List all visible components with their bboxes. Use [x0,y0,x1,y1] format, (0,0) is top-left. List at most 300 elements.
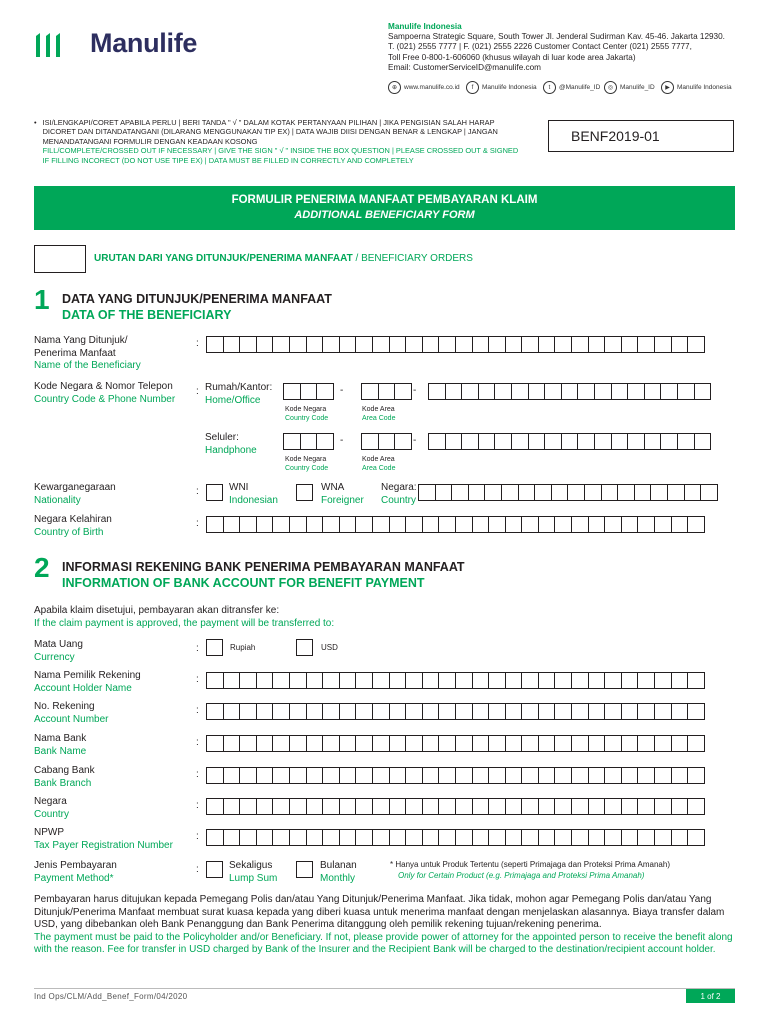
character-box[interactable] [223,798,241,815]
character-box[interactable] [687,798,705,815]
character-box[interactable] [637,703,655,720]
character-box[interactable] [405,798,423,815]
character-box[interactable] [494,433,512,450]
character-box[interactable] [554,516,572,533]
character-box[interactable] [667,484,685,501]
character-box[interactable] [687,703,705,720]
character-box[interactable] [272,672,290,689]
character-box[interactable] [534,484,552,501]
character-box[interactable] [438,516,456,533]
usd-checkbox[interactable] [296,639,313,656]
character-box[interactable] [571,829,589,846]
character-box[interactable] [283,383,301,400]
character-box[interactable] [355,703,373,720]
character-box[interactable] [637,516,655,533]
character-box[interactable] [660,383,678,400]
character-box[interactable] [389,798,407,815]
character-box[interactable] [272,829,290,846]
character-box[interactable] [355,672,373,689]
bank-country-boxes[interactable] [206,798,704,815]
character-box[interactable] [654,703,672,720]
character-box[interactable] [283,433,301,450]
character-box[interactable] [239,336,257,353]
character-box[interactable] [445,383,463,400]
character-box[interactable] [472,672,490,689]
character-box[interactable] [461,433,479,450]
character-box[interactable] [306,703,324,720]
character-box[interactable] [438,703,456,720]
character-box[interactable] [306,798,324,815]
character-box[interactable] [621,516,639,533]
beneficiary-order-input[interactable] [34,245,86,273]
account-number-boxes[interactable] [206,703,704,720]
character-box[interactable] [544,383,562,400]
character-box[interactable] [289,672,307,689]
character-box[interactable] [405,336,423,353]
character-box[interactable] [627,433,645,450]
character-box[interactable] [355,829,373,846]
character-box[interactable] [394,383,412,400]
character-box[interactable] [372,672,390,689]
character-box[interactable] [239,829,257,846]
character-box[interactable] [289,336,307,353]
character-box[interactable] [355,767,373,784]
character-box[interactable] [694,383,712,400]
character-box[interactable] [272,767,290,784]
social-instagram[interactable] [604,81,655,94]
character-box[interactable] [372,798,390,815]
character-box[interactable] [571,767,589,784]
character-box[interactable] [422,672,440,689]
character-box[interactable] [206,672,224,689]
character-box[interactable] [637,767,655,784]
social-website[interactable] [388,81,460,94]
cell-country-code-boxes[interactable] [283,433,333,450]
character-box[interactable] [671,798,689,815]
character-box[interactable] [588,735,606,752]
character-box[interactable] [256,516,274,533]
character-box[interactable] [644,383,662,400]
character-box[interactable] [378,433,396,450]
character-box[interactable] [389,735,407,752]
character-box[interactable] [422,767,440,784]
social-facebook[interactable] [466,81,537,94]
character-box[interactable] [455,516,473,533]
character-box[interactable] [478,383,496,400]
character-box[interactable] [567,484,585,501]
character-box[interactable] [322,703,340,720]
character-box[interactable] [455,672,473,689]
character-box[interactable] [272,703,290,720]
character-box[interactable] [451,484,469,501]
lump-sum-checkbox[interactable] [206,861,223,878]
character-box[interactable] [538,703,556,720]
character-box[interactable] [571,703,589,720]
character-box[interactable] [594,433,612,450]
character-box[interactable] [571,798,589,815]
character-box[interactable] [256,767,274,784]
character-box[interactable] [405,516,423,533]
character-box[interactable] [239,703,257,720]
character-box[interactable] [660,433,678,450]
character-box[interactable] [588,672,606,689]
character-box[interactable] [571,672,589,689]
character-box[interactable] [438,735,456,752]
character-box[interactable] [488,798,506,815]
character-box[interactable] [538,798,556,815]
character-box[interactable] [372,516,390,533]
character-box[interactable] [604,336,622,353]
character-box[interactable] [306,516,324,533]
character-box[interactable] [339,829,357,846]
wna-checkbox[interactable] [296,484,313,501]
character-box[interactable] [361,383,379,400]
character-box[interactable] [677,383,695,400]
social-twitter[interactable] [543,81,600,94]
character-box[interactable] [644,433,662,450]
character-box[interactable] [438,336,456,353]
character-box[interactable] [621,336,639,353]
character-box[interactable] [621,672,639,689]
cell-area-code-boxes[interactable] [361,433,411,450]
character-box[interactable] [511,433,529,450]
character-box[interactable] [488,336,506,353]
wni-checkbox[interactable] [206,484,223,501]
character-box[interactable] [501,484,519,501]
character-box[interactable] [604,703,622,720]
character-box[interactable] [637,798,655,815]
character-box[interactable] [671,735,689,752]
character-box[interactable] [223,336,241,353]
character-box[interactable] [239,672,257,689]
character-box[interactable] [521,798,539,815]
character-box[interactable] [339,767,357,784]
character-box[interactable] [455,336,473,353]
character-box[interactable] [654,672,672,689]
character-box[interactable] [339,336,357,353]
character-box[interactable] [554,829,572,846]
character-box[interactable] [505,798,523,815]
character-box[interactable] [306,735,324,752]
character-box[interactable] [389,336,407,353]
character-box[interactable] [428,383,446,400]
character-box[interactable] [677,433,695,450]
character-box[interactable] [455,735,473,752]
beneficiary-name-boxes[interactable] [206,336,704,353]
character-box[interactable] [422,798,440,815]
cell-phone-boxes[interactable] [428,433,710,450]
character-box[interactable] [472,735,490,752]
character-box[interactable] [538,735,556,752]
character-box[interactable] [468,484,486,501]
character-box[interactable] [445,433,463,450]
character-box[interactable] [438,767,456,784]
character-box[interactable] [239,767,257,784]
character-box[interactable] [604,672,622,689]
character-box[interactable] [472,798,490,815]
character-box[interactable] [289,829,307,846]
character-box[interactable] [322,672,340,689]
character-box[interactable] [700,484,718,501]
character-box[interactable] [634,484,652,501]
character-box[interactable] [611,383,629,400]
character-box[interactable] [289,798,307,815]
character-box[interactable] [339,735,357,752]
character-box[interactable] [223,516,241,533]
character-box[interactable] [438,798,456,815]
character-box[interactable] [577,433,595,450]
character-box[interactable] [554,798,572,815]
character-box[interactable] [272,735,290,752]
character-box[interactable] [206,798,224,815]
character-box[interactable] [300,383,318,400]
character-box[interactable] [588,703,606,720]
character-box[interactable] [455,767,473,784]
character-box[interactable] [322,336,340,353]
character-box[interactable] [511,383,529,400]
character-box[interactable] [671,767,689,784]
character-box[interactable] [455,703,473,720]
character-box[interactable] [256,672,274,689]
character-box[interactable] [488,516,506,533]
character-box[interactable] [405,672,423,689]
character-box[interactable] [521,735,539,752]
character-box[interactable] [378,383,396,400]
character-box[interactable] [472,516,490,533]
social-youtube[interactable] [661,81,732,94]
character-box[interactable] [577,383,595,400]
character-box[interactable] [322,829,340,846]
character-box[interactable] [256,703,274,720]
character-box[interactable] [621,798,639,815]
character-box[interactable] [322,767,340,784]
character-box[interactable] [389,703,407,720]
character-box[interactable] [588,336,606,353]
character-box[interactable] [627,383,645,400]
character-box[interactable] [355,336,373,353]
bank-name-boxes[interactable] [206,735,704,752]
character-box[interactable] [521,767,539,784]
nationality-country-boxes[interactable] [418,484,717,501]
character-box[interactable] [518,484,536,501]
character-box[interactable] [435,484,453,501]
character-box[interactable] [604,516,622,533]
character-box[interactable] [654,336,672,353]
character-box[interactable] [538,336,556,353]
home-country-code-boxes[interactable] [283,383,333,400]
character-box[interactable] [339,703,357,720]
character-box[interactable] [694,433,712,450]
character-box[interactable] [484,484,502,501]
character-box[interactable] [461,383,479,400]
character-box[interactable] [339,516,357,533]
character-box[interactable] [687,735,705,752]
character-box[interactable] [671,703,689,720]
character-box[interactable] [687,767,705,784]
character-box[interactable] [528,383,546,400]
character-box[interactable] [289,735,307,752]
character-box[interactable] [405,735,423,752]
character-box[interactable] [372,703,390,720]
character-box[interactable] [206,516,224,533]
bank-branch-boxes[interactable] [206,767,704,784]
character-box[interactable] [621,703,639,720]
character-box[interactable] [256,798,274,815]
character-box[interactable] [637,672,655,689]
birth-country-boxes[interactable] [206,516,704,533]
character-box[interactable] [621,735,639,752]
character-box[interactable] [239,735,257,752]
character-box[interactable] [488,703,506,720]
character-box[interactable] [289,767,307,784]
character-box[interactable] [554,336,572,353]
character-box[interactable] [571,516,589,533]
character-box[interactable] [206,767,224,784]
character-box[interactable] [621,829,639,846]
character-box[interactable] [306,336,324,353]
character-box[interactable] [405,703,423,720]
character-box[interactable] [617,484,635,501]
character-box[interactable] [505,703,523,720]
character-box[interactable] [256,336,274,353]
character-box[interactable] [671,516,689,533]
character-box[interactable] [322,735,340,752]
rupiah-checkbox[interactable] [206,639,223,656]
character-box[interactable] [488,829,506,846]
character-box[interactable] [239,516,257,533]
character-box[interactable] [272,516,290,533]
character-box[interactable] [339,672,357,689]
character-box[interactable] [538,767,556,784]
character-box[interactable] [588,798,606,815]
character-box[interactable] [223,767,241,784]
home-area-code-boxes[interactable] [361,383,411,400]
character-box[interactable] [671,829,689,846]
character-box[interactable] [372,735,390,752]
character-box[interactable] [372,767,390,784]
character-box[interactable] [505,767,523,784]
character-box[interactable] [422,336,440,353]
character-box[interactable] [389,672,407,689]
character-box[interactable] [372,336,390,353]
character-box[interactable] [521,516,539,533]
character-box[interactable] [654,735,672,752]
character-box[interactable] [494,383,512,400]
character-box[interactable] [588,516,606,533]
character-box[interactable] [687,336,705,353]
character-box[interactable] [488,735,506,752]
character-box[interactable] [322,516,340,533]
character-box[interactable] [521,829,539,846]
character-box[interactable] [637,735,655,752]
character-box[interactable] [472,767,490,784]
character-box[interactable] [239,798,257,815]
character-box[interactable] [206,735,224,752]
character-box[interactable] [223,703,241,720]
character-box[interactable] [488,672,506,689]
character-box[interactable] [306,829,324,846]
character-box[interactable] [505,336,523,353]
character-box[interactable] [223,672,241,689]
character-box[interactable] [654,516,672,533]
character-box[interactable] [650,484,668,501]
character-box[interactable] [637,336,655,353]
character-box[interactable] [671,672,689,689]
character-box[interactable] [538,829,556,846]
character-box[interactable] [361,433,379,450]
character-box[interactable] [289,516,307,533]
character-box[interactable] [306,767,324,784]
character-box[interactable] [611,433,629,450]
character-box[interactable] [455,798,473,815]
character-box[interactable] [637,829,655,846]
character-box[interactable] [505,672,523,689]
character-box[interactable] [289,703,307,720]
character-box[interactable] [588,767,606,784]
character-box[interactable] [405,829,423,846]
character-box[interactable] [355,798,373,815]
character-box[interactable] [322,798,340,815]
character-box[interactable] [339,798,357,815]
character-box[interactable] [355,516,373,533]
character-box[interactable] [206,703,224,720]
character-box[interactable] [422,735,440,752]
character-box[interactable] [671,336,689,353]
character-box[interactable] [561,383,579,400]
home-phone-boxes[interactable] [428,383,710,400]
character-box[interactable] [571,336,589,353]
character-box[interactable] [571,735,589,752]
character-box[interactable] [601,484,619,501]
character-box[interactable] [394,433,412,450]
character-box[interactable] [505,829,523,846]
character-box[interactable] [554,672,572,689]
character-box[interactable] [272,336,290,353]
character-box[interactable] [472,703,490,720]
character-box[interactable] [561,433,579,450]
character-box[interactable] [588,829,606,846]
character-box[interactable] [621,767,639,784]
character-box[interactable] [438,672,456,689]
character-box[interactable] [405,767,423,784]
character-box[interactable] [455,829,473,846]
character-box[interactable] [521,703,539,720]
character-box[interactable] [256,829,274,846]
npwp-boxes[interactable] [206,829,704,846]
character-box[interactable] [256,735,274,752]
character-box[interactable] [687,829,705,846]
character-box[interactable] [594,383,612,400]
character-box[interactable] [223,829,241,846]
character-box[interactable] [554,703,572,720]
character-box[interactable] [389,516,407,533]
character-box[interactable] [654,767,672,784]
character-box[interactable] [355,735,373,752]
character-box[interactable] [604,829,622,846]
character-box[interactable] [316,433,334,450]
character-box[interactable] [684,484,702,501]
character-box[interactable] [521,336,539,353]
character-box[interactable] [554,735,572,752]
character-box[interactable] [604,767,622,784]
character-box[interactable] [521,672,539,689]
character-box[interactable] [306,672,324,689]
character-box[interactable] [223,735,241,752]
character-box[interactable] [206,829,224,846]
character-box[interactable] [505,735,523,752]
character-box[interactable] [538,672,556,689]
character-box[interactable] [300,433,318,450]
